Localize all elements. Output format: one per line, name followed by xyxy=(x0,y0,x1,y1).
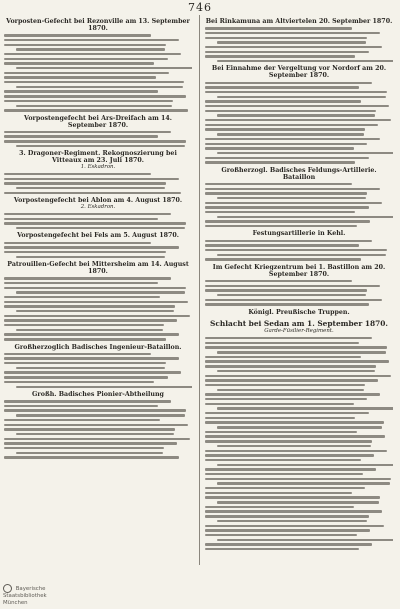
entry-line xyxy=(4,405,158,407)
entry-line xyxy=(16,414,185,416)
entry-line xyxy=(4,456,179,458)
entry-line xyxy=(205,202,382,204)
section-subheading: Garde-Füsilier-Regiment. xyxy=(264,328,334,335)
library-footer xyxy=(3,584,47,606)
entry-line xyxy=(217,501,379,503)
entry-line xyxy=(4,315,190,317)
entry-line xyxy=(205,280,352,282)
section-heading: Großh. Badisches Pionier-Abtheilung xyxy=(32,390,164,398)
right-column xyxy=(205,15,393,565)
entry-line xyxy=(205,299,382,301)
entry-line xyxy=(205,183,352,185)
entry-line xyxy=(205,138,380,140)
entry-line xyxy=(205,384,365,386)
entry-line xyxy=(205,450,387,452)
entry-line xyxy=(16,48,165,50)
entry-line xyxy=(205,548,359,550)
entry-line xyxy=(4,338,166,340)
entry-line xyxy=(205,431,357,433)
entry-line xyxy=(16,86,183,88)
entry-line xyxy=(205,249,387,251)
entry-line xyxy=(205,119,391,121)
entry-line xyxy=(217,407,393,409)
entry-line xyxy=(205,303,369,305)
entry-line xyxy=(4,192,181,194)
entry-line xyxy=(4,424,188,426)
entry-line xyxy=(4,419,160,421)
left-column xyxy=(4,15,192,565)
entry-line xyxy=(217,389,364,391)
entry-line xyxy=(205,529,370,531)
entry-line xyxy=(205,188,380,190)
entry-line xyxy=(205,421,384,423)
entry-line xyxy=(4,135,158,137)
entry-line xyxy=(4,131,171,133)
entry-line xyxy=(217,482,390,484)
entry-line xyxy=(4,319,177,321)
entry-line xyxy=(4,282,158,284)
section-heading: Großherzoglich Badisches Ingenieur-Bataillon. xyxy=(14,343,182,351)
entry-line xyxy=(205,346,387,348)
entry-line xyxy=(205,143,367,145)
entry-line xyxy=(4,376,168,378)
entry-line xyxy=(4,362,166,364)
entry-line xyxy=(205,147,354,149)
entry-line xyxy=(205,161,355,163)
entry-line xyxy=(217,445,371,447)
section-heading: Vorposten-Gefecht bei Rezonville am 13. September 1870. xyxy=(6,18,190,32)
entry-line xyxy=(4,371,181,373)
entry-line xyxy=(217,370,375,372)
entry-line xyxy=(205,440,372,442)
entry-line xyxy=(205,510,382,512)
entry-line xyxy=(205,240,372,242)
battle-heading: Schlacht bei Sedan am 1. September 1870. xyxy=(210,318,388,328)
section-subheading: 2. Eskadron. xyxy=(80,204,116,211)
entry-line xyxy=(205,506,354,508)
entry-line xyxy=(205,91,387,93)
entry-line xyxy=(4,222,186,224)
entry-line xyxy=(16,291,185,293)
section-heading: Vorpostengefecht bei Fels am 5. August 1870. xyxy=(17,232,179,240)
entry-line xyxy=(4,242,151,244)
entry-line xyxy=(217,351,386,353)
section-heading: Bei Einnahme der Vergeltung vor Nordorf am 20. September 1870. xyxy=(211,65,387,80)
entry-line xyxy=(217,464,393,466)
entry-line xyxy=(205,342,359,344)
entry-line xyxy=(217,197,366,199)
library-logo-icon xyxy=(3,584,12,593)
entry-line xyxy=(205,459,361,461)
entry-line xyxy=(205,534,357,536)
entry-line xyxy=(4,44,166,46)
entry-line xyxy=(16,256,165,258)
entry-line xyxy=(4,76,156,78)
entry-line xyxy=(4,218,158,220)
entry-line xyxy=(205,211,355,213)
entry-line xyxy=(205,32,380,34)
entry-line xyxy=(16,310,174,312)
entry-line xyxy=(205,525,384,527)
entry-line xyxy=(217,426,382,428)
entry-line xyxy=(4,442,177,444)
entry-line xyxy=(4,34,151,36)
entry-line xyxy=(217,152,393,154)
entry-line xyxy=(4,182,166,184)
section-heading: Vorpostengefecht bei Ablon am 4. August 1870. xyxy=(13,197,183,205)
entry-line xyxy=(205,258,361,260)
entry-line xyxy=(4,277,171,279)
entry-line xyxy=(16,187,165,189)
entry-line xyxy=(205,360,389,362)
entry-line xyxy=(4,400,171,402)
entry-line xyxy=(205,398,367,400)
entry-line xyxy=(205,206,369,208)
entry-line xyxy=(4,409,186,411)
entry-line xyxy=(205,412,369,414)
entry-line xyxy=(205,454,374,456)
entry-line xyxy=(205,478,391,480)
entry-line xyxy=(205,289,367,291)
entry-line xyxy=(16,105,172,107)
entry-line xyxy=(4,428,175,430)
entry-line xyxy=(4,251,166,253)
footer-line-3: München xyxy=(3,599,28,606)
entry-line xyxy=(4,324,164,326)
entry-line xyxy=(4,81,184,83)
entry-line xyxy=(205,82,372,84)
entry-line xyxy=(4,140,186,142)
entry-line xyxy=(4,72,169,74)
page-number: 746 xyxy=(188,1,212,14)
entry-line xyxy=(4,305,175,307)
entry-line xyxy=(16,67,192,69)
section-heading: 3. Dragoner-Regiment. Rekognoszierung bei Vitteaux am 23. Juli 1870. xyxy=(19,150,177,165)
entry-line xyxy=(205,417,355,419)
entry-line xyxy=(217,133,364,135)
entry-line xyxy=(4,246,179,248)
entry-line xyxy=(205,375,391,377)
entry-line xyxy=(4,62,154,64)
entry-line xyxy=(16,386,192,388)
entry-line xyxy=(4,287,186,289)
section-heading: Festungsartillerie in Kehl. xyxy=(252,230,346,238)
entry-line xyxy=(205,496,380,498)
entry-line xyxy=(205,51,369,53)
entry-line xyxy=(16,452,163,454)
entry-line xyxy=(4,381,154,383)
entry-line xyxy=(205,157,369,159)
entry-line xyxy=(205,220,370,222)
entry-line xyxy=(4,353,151,355)
entry-line xyxy=(4,333,179,335)
entry-line xyxy=(16,329,163,331)
section-heading: Bei Rinkamuna am Altviertelen 20. September 1870. xyxy=(205,18,393,25)
entry-line xyxy=(4,100,173,102)
section-heading: Im Gefecht Kriegzentrum bei 1. Bastillon am 20. September 1870. xyxy=(212,263,386,278)
entry-line xyxy=(205,393,380,395)
entry-line xyxy=(16,367,165,369)
entry-line xyxy=(16,227,185,229)
entry-line xyxy=(217,114,375,116)
entry-line xyxy=(205,468,376,470)
entry-line xyxy=(205,435,385,437)
entry-line xyxy=(205,487,365,489)
section-heading: Vorpostengefecht bei Ars-Dreifach am 14. September 1870. xyxy=(24,114,172,129)
entry-line xyxy=(205,356,361,358)
entry-line xyxy=(4,357,179,359)
entry-line xyxy=(217,41,366,43)
entry-line xyxy=(205,100,361,102)
entry-line xyxy=(205,37,367,39)
column-divider xyxy=(199,15,200,565)
entry-line xyxy=(4,39,179,41)
footer-line-1: Bayerische xyxy=(15,586,46,593)
entry-line xyxy=(16,145,185,147)
entry-line xyxy=(205,86,359,88)
entry-line xyxy=(205,192,367,194)
section-heading: Großherzogl. Badisches Feldungs-Artillerie. Bataillon xyxy=(221,166,377,181)
entry-line xyxy=(217,254,386,256)
entry-line xyxy=(4,301,188,303)
entry-line xyxy=(205,337,372,339)
entry-line xyxy=(205,55,355,57)
entry-line xyxy=(4,438,190,440)
entry-line xyxy=(4,109,188,111)
entry-line xyxy=(217,60,393,62)
entry-line xyxy=(205,225,357,227)
entry-line xyxy=(4,95,186,97)
entry-line xyxy=(205,403,354,405)
entry-line xyxy=(217,294,366,296)
entry-line xyxy=(217,216,393,218)
entry-line xyxy=(205,27,352,29)
entry-line xyxy=(205,473,363,475)
entry-line xyxy=(217,520,367,522)
entry-line xyxy=(205,285,380,287)
entry-line xyxy=(205,379,378,381)
section-heading: Königl. Preußische Truppen. xyxy=(248,308,350,316)
entry-line xyxy=(4,173,151,175)
entry-line xyxy=(205,124,378,126)
entry-line xyxy=(205,46,382,48)
entry-line xyxy=(4,447,164,449)
section-heading: Patrouillen-Gefecht bei Mittersheim am 14. August 1870. xyxy=(7,261,189,276)
entry-line xyxy=(205,105,389,107)
entry-line xyxy=(4,90,158,92)
entry-line xyxy=(4,178,179,180)
footer-line-2: Staatsbibliothek xyxy=(3,593,47,600)
entry-line xyxy=(4,58,168,60)
entry-line xyxy=(205,515,369,517)
entry-line xyxy=(217,539,393,541)
entry-line xyxy=(205,365,376,367)
entry-line xyxy=(4,53,181,55)
entry-line xyxy=(4,296,160,298)
entry-line xyxy=(205,244,359,246)
entry-line xyxy=(205,492,352,494)
entry-line xyxy=(205,543,372,545)
entry-line xyxy=(16,433,174,435)
entry-line xyxy=(217,96,386,98)
entry-line xyxy=(4,213,171,215)
entry-line xyxy=(205,128,365,130)
entry-line xyxy=(205,110,376,112)
section-subheading: 1. Eskadron. xyxy=(80,164,116,171)
